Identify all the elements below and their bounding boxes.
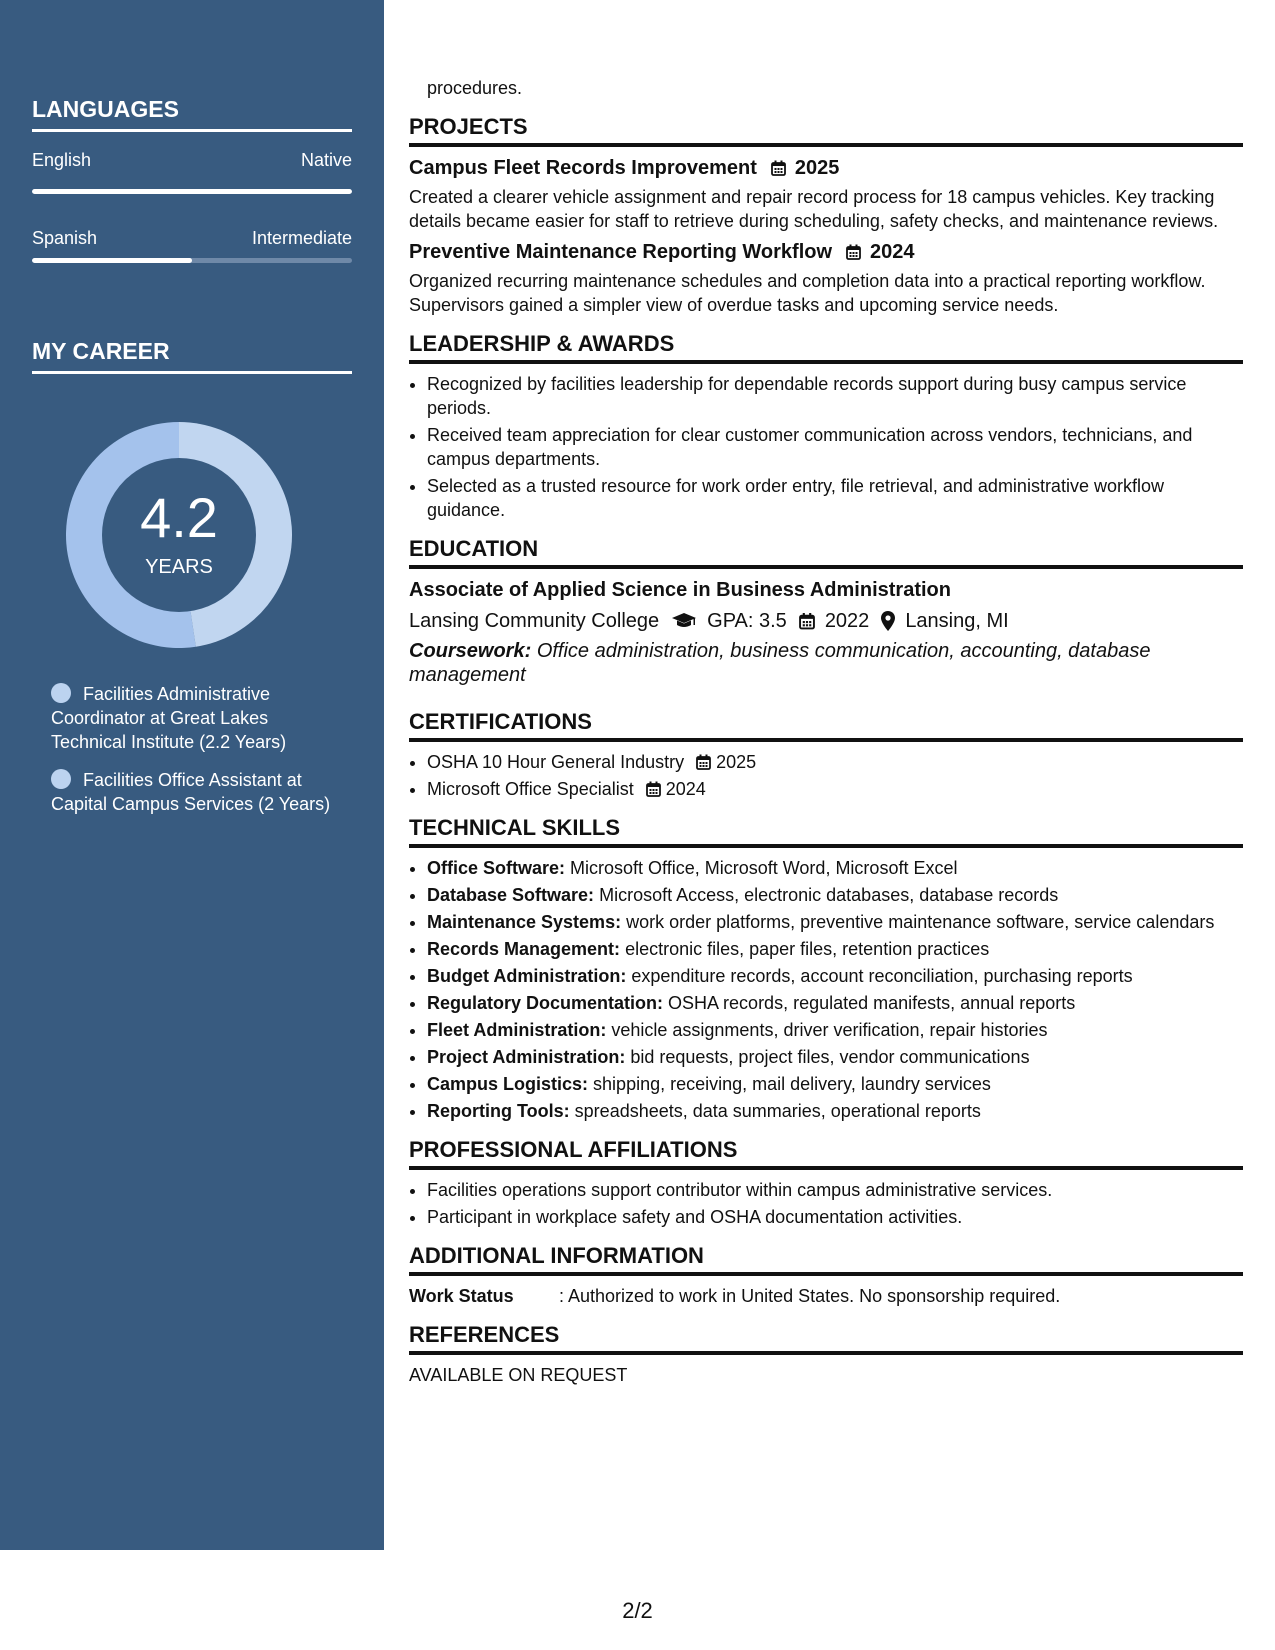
career-item	[51, 768, 331, 816]
skill-item	[427, 1072, 1243, 1096]
skill-label: Regulatory Documentation:	[427, 993, 664, 1013]
work-status-label: Work Status	[409, 1286, 514, 1306]
education-details	[409, 607, 1243, 635]
certification-name: • Microsoft Office Specialist	[427, 779, 634, 799]
certification-item	[427, 750, 1243, 774]
education-degree: Associate of Applied Science in Business Administration	[409, 579, 951, 601]
skill-item	[427, 1018, 1243, 1042]
skill-value: Microsoft Office, Microsoft Word, Microsoft Excel	[570, 858, 958, 878]
career-item-label: Facilities Office Assistant at Capital Campus Services (2 Years)	[51, 770, 331, 814]
languages-heading: LANGUAGES	[32, 96, 352, 132]
carryover-text: procedures.	[427, 78, 523, 98]
skill-label: Database Software:	[427, 885, 595, 905]
location-pin-icon	[881, 611, 895, 631]
skill-item	[427, 964, 1243, 988]
list-item: • Selected as a trusted resource for work order entry, file retrieval, and administrative workflow guidance.	[427, 474, 1243, 522]
work-status-row	[409, 1284, 1243, 1308]
language-row-english	[32, 150, 352, 171]
skill-value: electronic files, paper files, retention practices	[625, 939, 990, 959]
career-heading: MY CAREER	[32, 338, 352, 374]
education-gpa: GPA: 3.5	[707, 610, 787, 632]
certification-year: 2025	[716, 752, 757, 772]
certifications-heading: CERTIFICATIONS	[409, 709, 1243, 742]
project-year: 2025	[794, 157, 840, 179]
career-legend-dot	[51, 769, 71, 789]
project-description: Created a clearer vehicle assignment and repair record process for 18 campus vehicles. Key tracking details became easier for staff to retrieve during scheduling, safety checks, and maintenance reviews.	[409, 187, 1219, 231]
language-name: Spanish	[32, 228, 98, 248]
calendar-icon	[771, 160, 786, 176]
skill-label: Office Software:	[427, 858, 566, 878]
education-location: Lansing, MI	[905, 610, 1009, 632]
certification-year: 2024	[665, 779, 706, 799]
skill-label: Budget Administration:	[427, 966, 627, 986]
skill-value: OSHA records, regulated manifests, annual reports	[668, 993, 1076, 1013]
skill-value: Microsoft Access, electronic databases, database records	[599, 885, 1059, 905]
language-name: English	[32, 150, 92, 170]
skill-label: Records Management:	[427, 939, 621, 959]
calendar-icon	[696, 754, 711, 770]
list-item: • Participant in workplace safety and OSHA documentation activities.	[427, 1205, 1243, 1229]
page-number: 2/2	[622, 1598, 653, 1623]
education-school: Lansing Community College	[409, 610, 660, 632]
projects-heading: PROJECTS	[409, 114, 1243, 147]
skill-item	[427, 1045, 1243, 1069]
certification-item	[427, 777, 1243, 801]
career-legend-dot	[51, 683, 71, 703]
skills-list	[409, 856, 1243, 1123]
language-bar-fill	[32, 258, 192, 263]
skill-value: work order platforms, preventive maintenance software, service calendars	[626, 912, 1215, 932]
leadership-heading: LEADERSHIP & AWARDS	[409, 331, 1243, 364]
references-heading: REFERENCES	[409, 1322, 1243, 1355]
project-item	[409, 239, 1243, 317]
main-content	[409, 76, 1243, 1387]
affiliations-heading: PROFESSIONAL AFFILIATIONS	[409, 1137, 1243, 1170]
project-title: Campus Fleet Records Improvement	[409, 157, 757, 179]
calendar-icon	[646, 781, 661, 797]
language-row-spanish	[32, 228, 352, 249]
language-bar-english	[32, 189, 352, 194]
career-total-years: 4.2	[140, 486, 218, 549]
career-item	[51, 682, 331, 754]
coursework-text: Office administration, business communication, accounting, database management	[409, 640, 1151, 686]
language-bar-fill	[32, 189, 352, 194]
project-title: Preventive Maintenance Reporting Workflow	[409, 241, 833, 263]
language-bar-spanish	[32, 258, 352, 263]
skill-item	[427, 883, 1243, 907]
sidebar	[0, 0, 384, 1550]
skill-value: bid requests, project files, vendor communications	[630, 1047, 1030, 1067]
skill-value: vehicle assignments, driver verification, repair histories	[611, 1020, 1048, 1040]
skill-label: Reporting Tools:	[427, 1101, 570, 1121]
skill-item	[427, 910, 1243, 934]
list-item: • Recognized by facilities leadership for dependable records support during busy campus service periods.	[427, 372, 1243, 420]
coursework-label: Coursework:	[409, 640, 532, 662]
skill-label: Fleet Administration:	[427, 1020, 607, 1040]
language-level: Intermediate	[251, 228, 352, 248]
education-coursework	[409, 639, 1243, 687]
references-text: AVAILABLE ON REQUEST	[409, 1365, 628, 1385]
skill-label: Project Administration:	[427, 1047, 626, 1067]
project-description: Organized recurring maintenance schedules and completion data into a practical reporting workflow. Supervisors gained a simpler view of overdue tasks and upcoming service needs.	[409, 271, 1206, 315]
skill-label: Maintenance Systems:	[427, 912, 622, 932]
leadership-list	[409, 372, 1243, 522]
skill-item	[427, 1099, 1243, 1123]
skill-label: Campus Logistics:	[427, 1074, 589, 1094]
list-item: • Facilities operations support contributor within campus administrative services.	[427, 1178, 1243, 1202]
additional-info-heading: ADDITIONAL INFORMATION	[409, 1243, 1243, 1276]
graduation-cap-icon	[671, 612, 697, 630]
skill-item	[427, 856, 1243, 880]
skill-value: shipping, receiving, mail delivery, laundry services	[593, 1074, 991, 1094]
career-item-label: Facilities Administrative Coordinator at Great Lakes Technical Institute (2.2 Years)	[51, 684, 287, 752]
language-level: Native	[300, 150, 352, 170]
skill-item	[427, 991, 1243, 1015]
list-item: • Received team appreciation for clear customer communication across vendors, technicians, and campus departments.	[427, 423, 1243, 471]
affiliations-list	[409, 1178, 1243, 1229]
education-year: 2022	[824, 610, 870, 632]
skill-value: expenditure records, account reconciliation, purchasing reports	[631, 966, 1133, 986]
project-item	[409, 155, 1243, 233]
certifications-list	[409, 750, 1243, 801]
project-year: 2024	[870, 241, 915, 263]
calendar-icon	[846, 244, 861, 260]
skill-item	[427, 937, 1243, 961]
certification-name: • OSHA 10 Hour General Industry	[427, 752, 685, 772]
education-heading: EDUCATION	[409, 536, 1243, 569]
calendar-icon	[799, 612, 815, 630]
work-status-value: : Authorized to work in United States. No sponsorship required.	[559, 1286, 1061, 1306]
career-total-unit: YEARS	[145, 556, 213, 578]
skills-heading: TECHNICAL SKILLS	[409, 815, 1243, 848]
skill-value: spreadsheets, data summaries, operational reports	[574, 1101, 981, 1121]
